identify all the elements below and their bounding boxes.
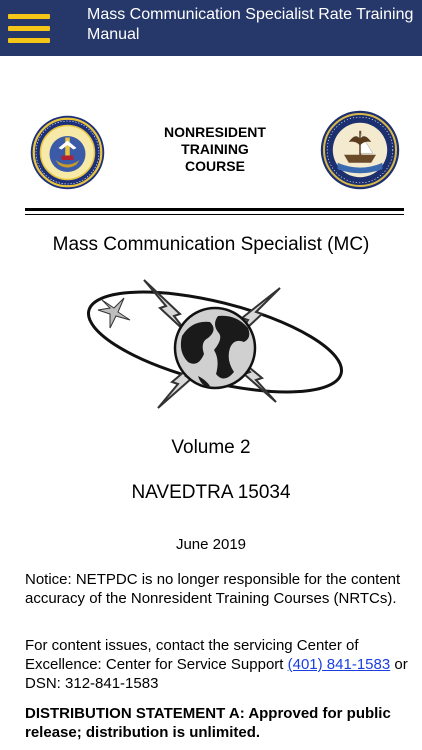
menu-bar-top bbox=[8, 14, 50, 19]
hamburger-menu-icon[interactable] bbox=[8, 14, 50, 44]
notice-text: Notice: NETPDC is no longer responsible for the content accuracy of the Nonresident Training Courses (NRTCs). bbox=[25, 571, 401, 607]
menu-bar-bottom bbox=[8, 38, 50, 43]
course-title-line2: TRAINING bbox=[181, 141, 249, 157]
course-title bbox=[150, 124, 280, 175]
course-title-line3: COURSE bbox=[185, 158, 245, 174]
department-of-the-navy-seal-icon bbox=[320, 110, 400, 190]
navedtra-number: NAVEDTRA 15034 bbox=[131, 482, 291, 503]
divider-thin bbox=[25, 214, 404, 215]
contact-text-before: For content issues, contact the servicing Center of Excellence: Center for Service Support bbox=[25, 637, 359, 673]
mass-communication-rating-emblem-icon bbox=[80, 276, 350, 414]
center-for-service-support-seal-icon bbox=[30, 115, 105, 190]
app-title: Mass Communication Specialist Rate Training Manual bbox=[87, 6, 414, 43]
rating-title: Mass Communication Specialist (MC) bbox=[52, 234, 370, 255]
publication-date: June 2019 bbox=[175, 536, 247, 553]
contact-text-after: or DSN: 312-841-1583 bbox=[25, 656, 408, 692]
contact-text bbox=[25, 636, 410, 693]
distribution-statement: DISTRIBUTION STATEMENT A: Approved for public release; distribution is unlimited. bbox=[25, 705, 391, 741]
divider-thick bbox=[25, 208, 404, 211]
course-title-line1: NONRESIDENT bbox=[164, 124, 266, 140]
app-bar bbox=[0, 0, 422, 56]
volume-label: Volume 2 bbox=[171, 437, 251, 458]
menu-bar-middle bbox=[8, 26, 50, 31]
phone-link[interactable]: (401) 841-1583 bbox=[287, 656, 391, 673]
